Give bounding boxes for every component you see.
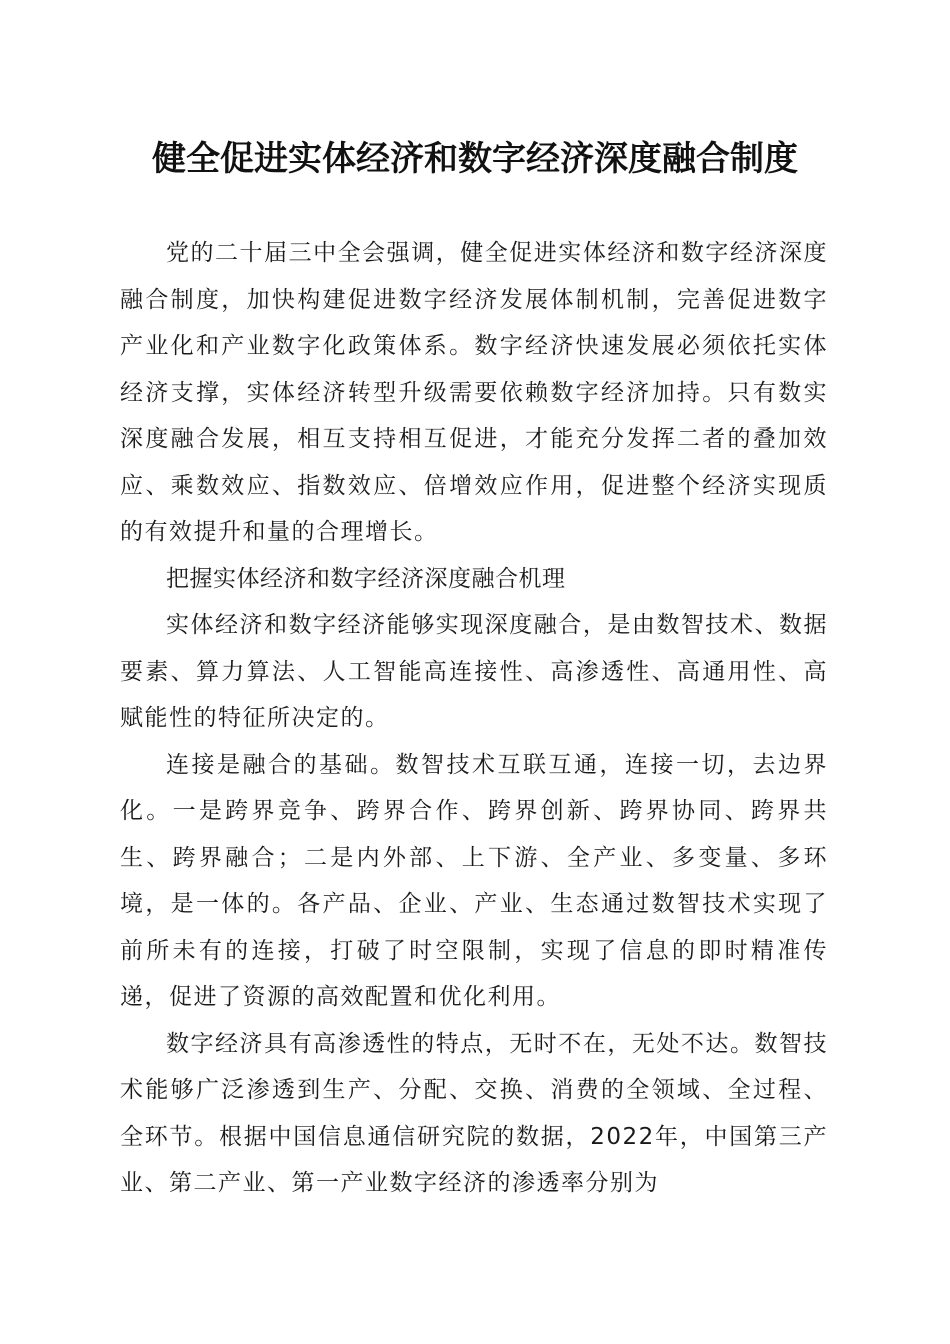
document-title: 健全促进实体经济和数字经济深度融合制度: [152, 139, 798, 179]
paragraph-intro: 党的二十届三中全会强调，健全促进实体经济和数字经济深度融合制度，加快构建促进数字经济发展体制机制，完善促进数字产业化和产业数字化政策体系。数字经济快速发展必须依托实体经济支撑，实体经济转型升级需要依赖数字经济加持。只有数实深度融合发展，相互支持相互促进，才能充分发挥二者的叠加效应、乘数效应、指数效应、倍增效应作用，促进整个经济实现质的有效提升和量的合理增长。: [120, 240, 828, 545]
paragraph-mechanism: 实体经济和数字经济能够实现深度融合，是由数智技术、数据要素、算力算法、人工智能高连接性、高渗透性、高通用性、高赋能性的特征所决定的。: [120, 612, 828, 731]
paragraph-penetration: 数字经济具有高渗透性的特点，无时不在，无处不达。数智技术能够广泛渗透到生产、分配、交换、消费的全领域、全过程、全环节。根据中国信息通信研究院的数据，2022年，中国第三产业、第二产业、第一产业数字经济的渗透率分别为: [120, 1030, 828, 1196]
document-body: [120, 230, 828, 1207]
section-heading: 把握实体经济和数字经济深度融合机理: [166, 565, 566, 592]
paragraph-connection: 连接是融合的基础。数智技术互联互通，连接一切，去边界化。一是跨界竞争、跨界合作、跨界创新、跨界协同、跨界共生、跨界融合；二是内外部、上下游、全产业、多变量、多环境，是一体的。各产品、企业、产业、生态通过数智技术实现了前所未有的连接，打破了时空限制，实现了信息的即时精准传递，促进了资源的高效配置和优化利用。: [120, 751, 828, 1010]
